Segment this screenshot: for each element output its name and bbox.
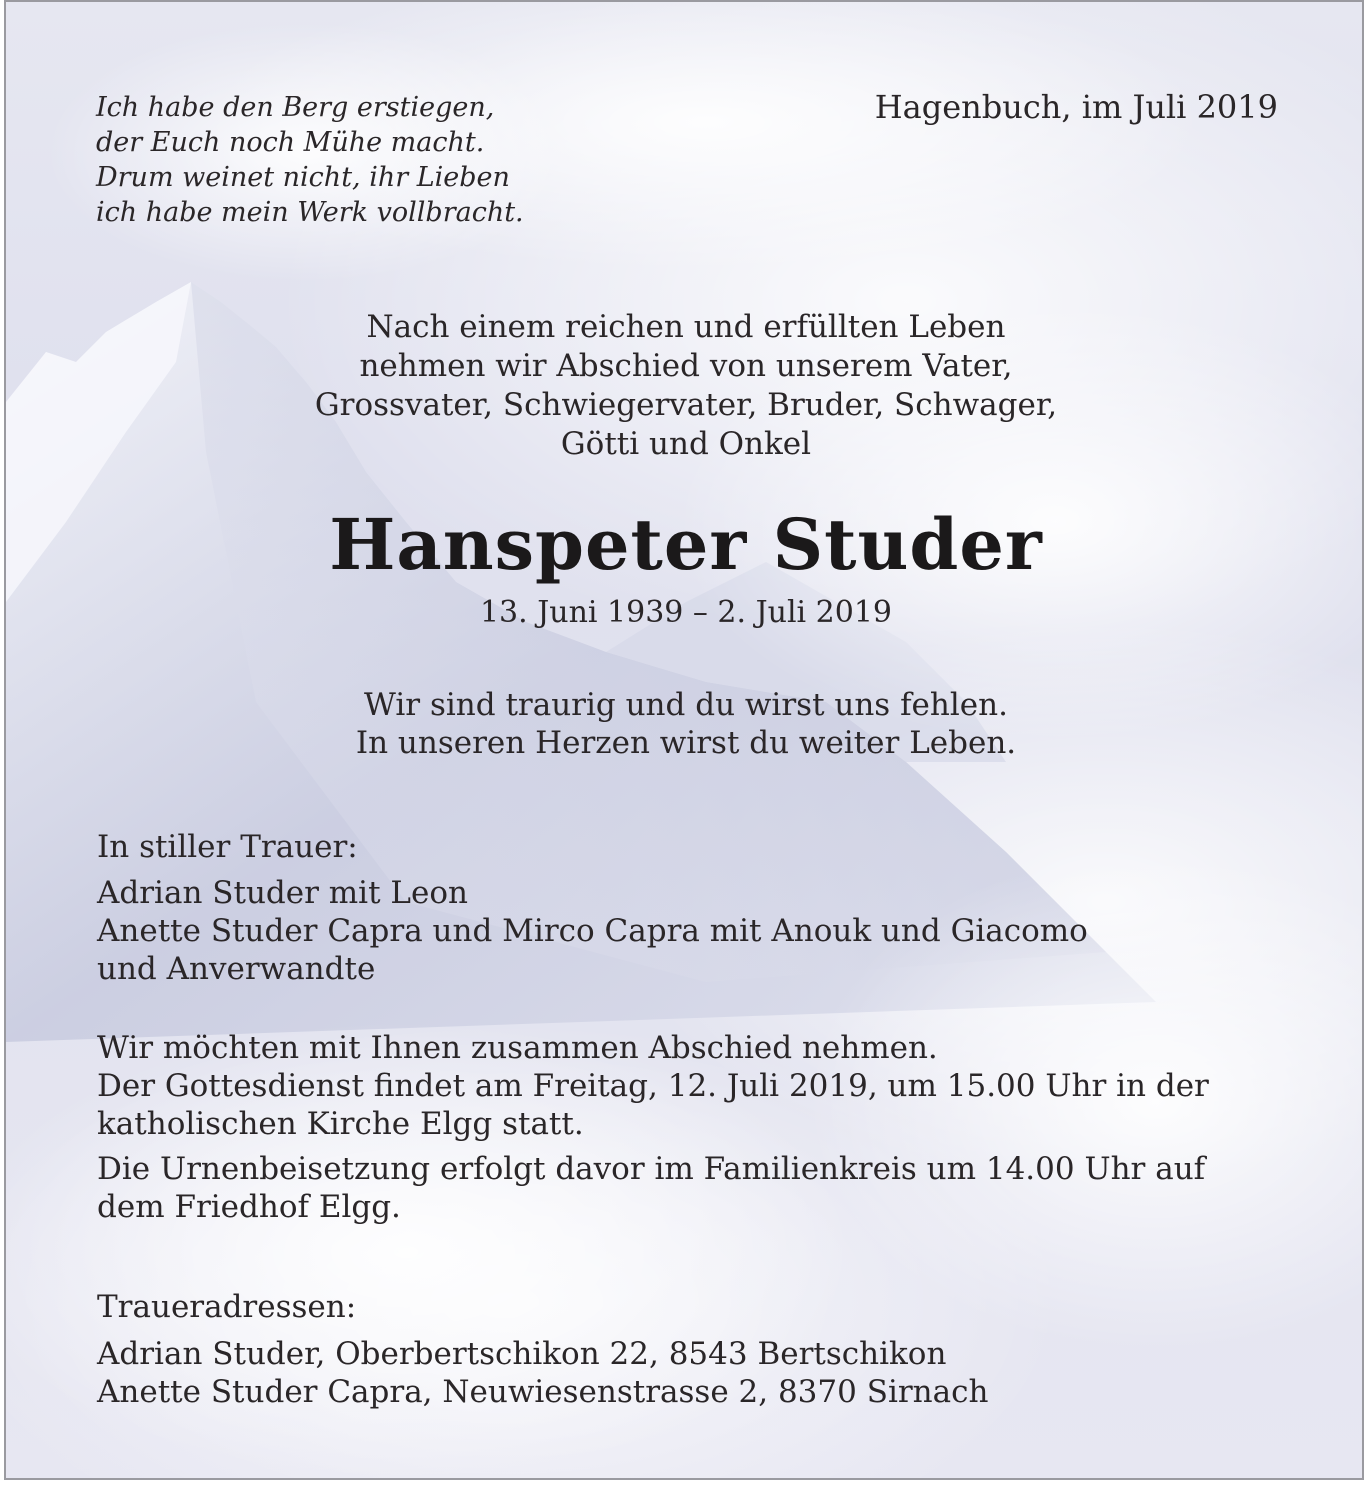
obituary-card xyxy=(4,0,1364,1480)
motto-poem xyxy=(96,90,524,230)
place-date: Hagenbuch, im Juli 2019 xyxy=(874,88,1278,126)
intro-line: Grossvater, Schwiegervater, Bruder, Schwager, xyxy=(314,387,1058,423)
service-line: Wir möchten mit Ihnen zusammen Abschied nehmen. xyxy=(97,1030,938,1066)
service-line: Der Gottesdienst findet am Freitag, 12. Juli 2019, um 15.00 Uhr in der xyxy=(97,1068,1209,1104)
intro-text xyxy=(6,308,1364,464)
burial-line: dem Friedhof Elgg. xyxy=(97,1189,401,1225)
intro-line: Götti und Onkel xyxy=(560,426,812,462)
motto-line: Drum weinet nicht, ihr Lieben xyxy=(96,162,510,193)
life-dates: 13. Juni 1939 – 2. Juli 2019 xyxy=(479,595,893,630)
intro-line: Nach einem reichen und erfüllten Leben xyxy=(366,309,1006,345)
obituary-content xyxy=(6,2,1364,1480)
address-line: Anette Studer Capra, Neuwiesenstrasse 2, 8370 Sirnach xyxy=(97,1374,989,1410)
addresses-list xyxy=(97,1335,988,1411)
addresses-heading: Traueradressen: xyxy=(97,1289,357,1325)
burial-info xyxy=(97,1150,1205,1226)
motto-line: der Euch noch Mühe macht. xyxy=(96,127,485,158)
burial-line: Die Urnenbeisetzung erfolgt davor im Familienkreis um 14.00 Uhr auf xyxy=(97,1151,1206,1187)
motto-line: ich habe mein Werk vollbracht. xyxy=(96,197,524,228)
service-info xyxy=(97,1029,1209,1143)
intro-line: nehmen wir Abschied von unserem Vater, xyxy=(359,348,1013,384)
deceased-name: Hanspeter Studer xyxy=(329,503,1043,586)
farewell-verse xyxy=(6,686,1364,762)
verse-line: In unseren Herzen wirst du weiter Leben. xyxy=(355,725,1017,761)
service-line: katholischen Kirche Elgg statt. xyxy=(97,1106,584,1142)
mourner-line: und Anverwandte xyxy=(97,951,376,987)
mourner-line: Anette Studer Capra und Mirco Capra mit Anouk und Giacomo xyxy=(97,913,1088,949)
mourner-line: Adrian Studer mit Leon xyxy=(97,875,468,911)
mourners-heading: In stiller Trauer: xyxy=(97,829,358,865)
address-line: Adrian Studer, Oberbertschikon 22, 8543 Bertschikon xyxy=(97,1336,947,1372)
verse-line: Wir sind traurig und du wirst uns fehlen. xyxy=(364,687,1008,723)
motto-line: Ich habe den Berg erstiegen, xyxy=(96,92,495,123)
mourners-list xyxy=(97,874,1088,988)
